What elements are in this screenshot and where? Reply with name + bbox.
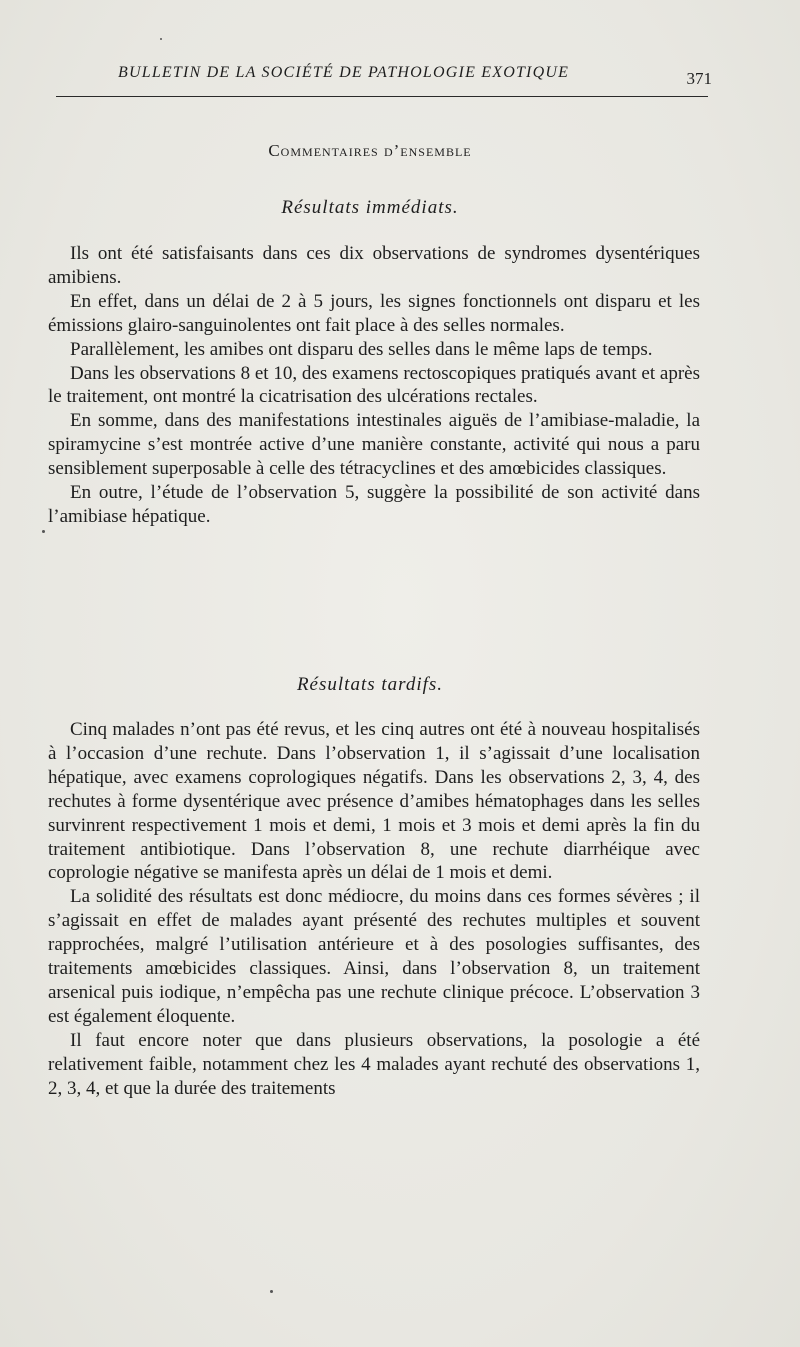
print-speck: [270, 1290, 273, 1293]
paragraph: La solidité des résultats est donc médiocre, du moins dans ces formes sévères ; il s’agissait en effet de malades ayant présenté des rechutes multiples et souvent rapprochées, malgré l’utilisation antérieure et à des posologies suffisantes, des traitements amœbicides classiques. Ainsi, dans l’observation 8, un traitement arsenical puis iodique, n’empêcha pas une rechute clinique précoce. L’observation 3 est également éloquente.: [48, 886, 700, 1027]
paragraph: Il faut encore noter que dans plusieurs observations, la posologie a été relativement faible, notamment chez les 4 malades ayant rechuté des observations 1, 2, 3, 4, et que la durée des traitements: [48, 1029, 700, 1099]
paragraph: Ils ont été satisfaisants dans ces dix observations de syndromes dysentériques amibiens.: [48, 243, 700, 288]
header-rule: [56, 96, 708, 97]
journal-title: BULLETIN DE LA SOCIÉTÉ DE PATHOLOGIE EXOTIQUE: [118, 64, 570, 81]
paragraph: En somme, dans des manifestations intestinales aiguës de l’amibiase-maladie, la spiramycine s’est montrée active d’une manière constante, activité qui nous a paru sensiblement superposable à celle des tétracyclines et des amœbicides classiques.: [48, 410, 700, 480]
running-header: [50, 64, 710, 94]
paragraph: Cinq malades n’ont pas été revus, et les cinq autres ont été à nouveau hospitalisés à l’occasion d’une rechute. Dans l’observation 1, il s’agissait d’une localisation hépatique, avec examens coprologiques négatifs. Dans les observations 2, 3, 4, des rechutes à forme dysentérique avec présence d’amibes hématophages dans les selles survinrent respectivement 1 mois et demi, 1 mois et 3 mois et demi après la fin du traitement antibiotique. Dans l’observation 8, une rechute diarrhéique avec coprologie négative se manifesta après un délai de 1 mois et demi.: [48, 719, 700, 884]
immediate-results-heading: Résultats immédiats.: [281, 197, 459, 218]
paragraph: Parallèlement, les amibes ont disparu des selles dans le même laps de temps.: [70, 338, 653, 360]
late-results-heading: Résultats tardifs.: [296, 674, 444, 695]
paragraph: Dans les observations 8 et 10, des examens rectoscopiques pratiqués avant et après le traitement, ont montré la cicatrisation des ulcérations rectales.: [48, 362, 700, 408]
print-speck: [42, 530, 45, 533]
print-speck: [160, 38, 162, 40]
paragraph: En outre, l’étude de l’observation 5, suggère la possibilité de son activité dans l’amibiase hépatique.: [48, 482, 700, 527]
paragraph: En effet, dans un délai de 2 à 5 jours, les signes fonctionnels ont disparu et les émissions glairo-sanguinolentes ont fait place à des selles normales.: [48, 290, 700, 336]
immediate-results-text: [48, 242, 700, 529]
page-number: 371: [686, 69, 712, 88]
section-title: Commentaires d’ensemble: [268, 141, 472, 160]
late-results-text: [48, 718, 700, 1101]
